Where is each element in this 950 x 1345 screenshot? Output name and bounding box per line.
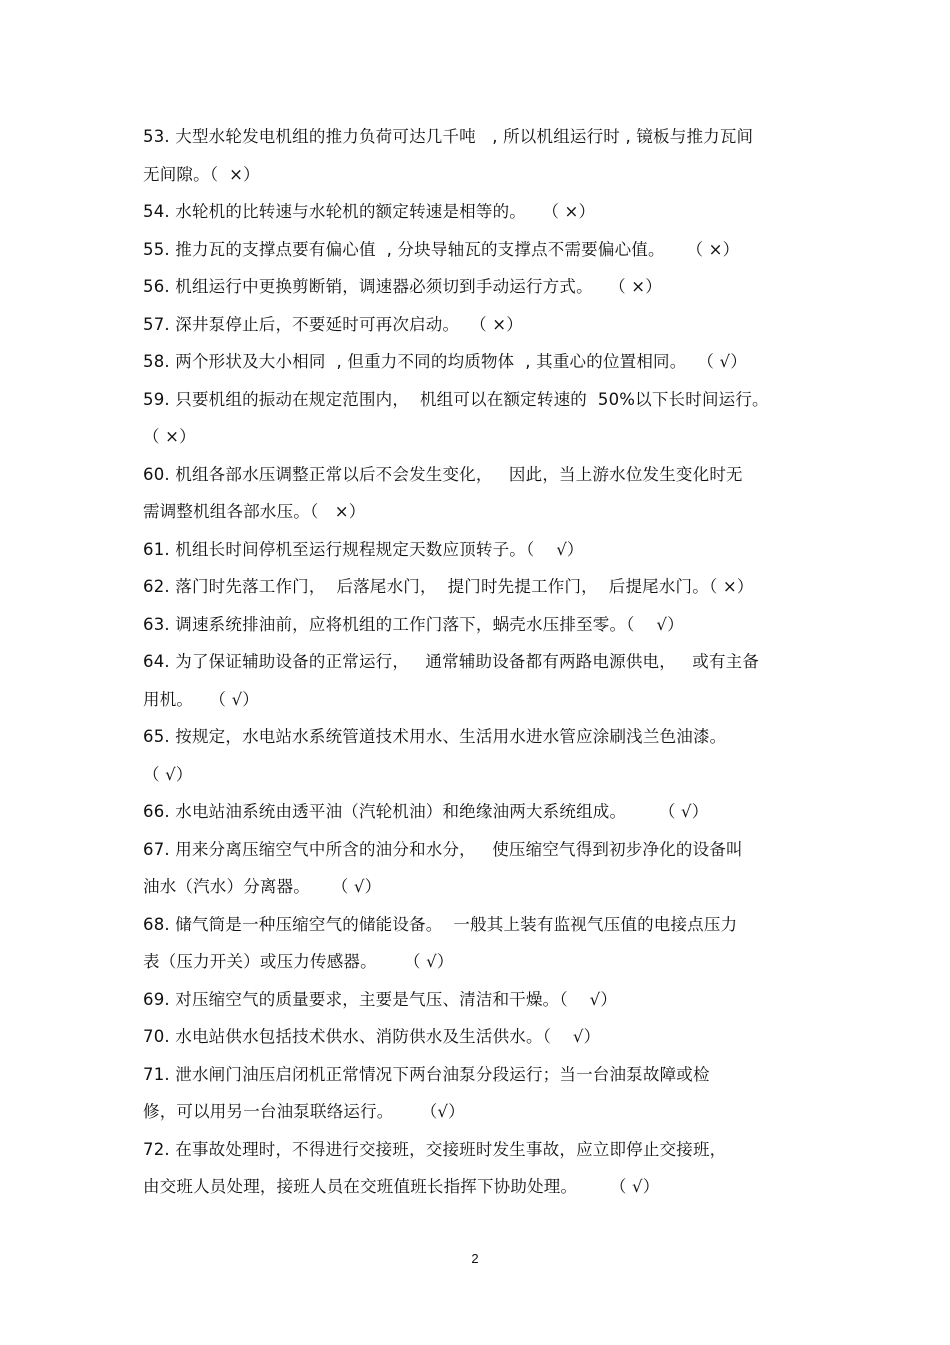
question-line: 54. 水轮机的比转速与水轮机的额定转速是相等的。 （ ×） (143, 202, 596, 221)
question-line: 油水（汽水）分离器。 （ √） (143, 877, 382, 896)
question-line: 58. 两个形状及大小相同 , 但重力不同的均质物体 , 其重心的位置相同。 （ √） (143, 352, 747, 371)
question-line: 69. 对压缩空气的质量要求，主要是气压、清洁和干燥。（ √） (143, 989, 618, 1009)
question-line: 57. 深井泵停止后，不要延时可再次启动。 （ ×） (143, 314, 523, 334)
question-line: 60. 机组各部水压调整正常以后不会发生变化， 因此，当上游水位发生变化时无 (143, 464, 743, 484)
question-line: 67. 用来分离压缩空气中所含的油分和水分， 使压缩空气得到初步净化的设备叫 (143, 839, 743, 859)
question-line: 59. 只要机组的振动在规定范围内， 机组可以在额定转速的 50%以下长时间运行。 (143, 389, 769, 409)
question-line: 55. 推力瓦的支撑点要有偏心值 , 分块导轴瓦的支撑点不需要偏心值。 （ ×） (143, 239, 740, 259)
question-line: 61. 机组长时间停机至运行规程规定天数应顶转子。（ √） (143, 539, 584, 559)
question-line: 63. 调速系统排油前，应将机组的工作门落下，蜗壳水压排至零。（ √） (143, 614, 684, 634)
question-line: 表（压力开关）或压力传感器。 （ √） (143, 952, 454, 971)
question-line: 53. 大型水轮发电机组的推力负荷可达几千吨 , 所以机组运行时 , 镜板与推力瓦间 (143, 127, 754, 146)
question-line: 68. 储气筒是一种压缩空气的储能设备。 一般其上装有监视气压值的电接点压力 (143, 914, 738, 934)
question-line: 修，可以用另一台油泵联络运行。 （√） (143, 1102, 465, 1121)
question-line: 56. 机组运行中更换剪断销，调速器必须切到手动运行方式。 （ ×） (143, 277, 662, 296)
question-line: 71. 泄水闸门油压启闭机正常情况下两台油泵分段运行；当一台油泵故障或检 (143, 1064, 710, 1084)
question-list (143, 118, 813, 1206)
question-line: 65. 按规定，水电站水系统管道技术用水、生活用水进水管应涂刷浅兰色油漆。 (143, 727, 727, 746)
question-line: 无间隙。（ ×） (143, 164, 260, 184)
question-line: 62. 落门时先落工作门， 后落尾水门， 提门时先提工作门， 后提尾水门。（ ×） (143, 577, 754, 596)
page-number: 2 (471, 1251, 479, 1266)
question-line: 64. 为了保证辅助设备的正常运行， 通常辅助设备都有两路电源供电， 或有主备 (143, 652, 760, 671)
question-line: 72. 在事故处理时，不得进行交接班，交接班时发生事故，应立即停止交接班， (143, 1139, 727, 1159)
question-line: （ ×） (143, 427, 196, 446)
question-line: 由交班人员处理，接班人员在交班值班长指挥下协助处理。 （ √） (143, 1177, 660, 1196)
question-line: （ √） (143, 764, 193, 784)
question-line: 需调整机组各部水压。（ ×） (143, 502, 366, 521)
question-line: 70. 水电站供水包括技术供水、消防供水及生活供水。（ √） (143, 1027, 601, 1046)
question-line: 66. 水电站油系统由透平油（汽轮机油）和绝缘油两大系统组成。 （ √） (143, 802, 709, 821)
question-line: 用机。 （ √） (143, 689, 259, 709)
